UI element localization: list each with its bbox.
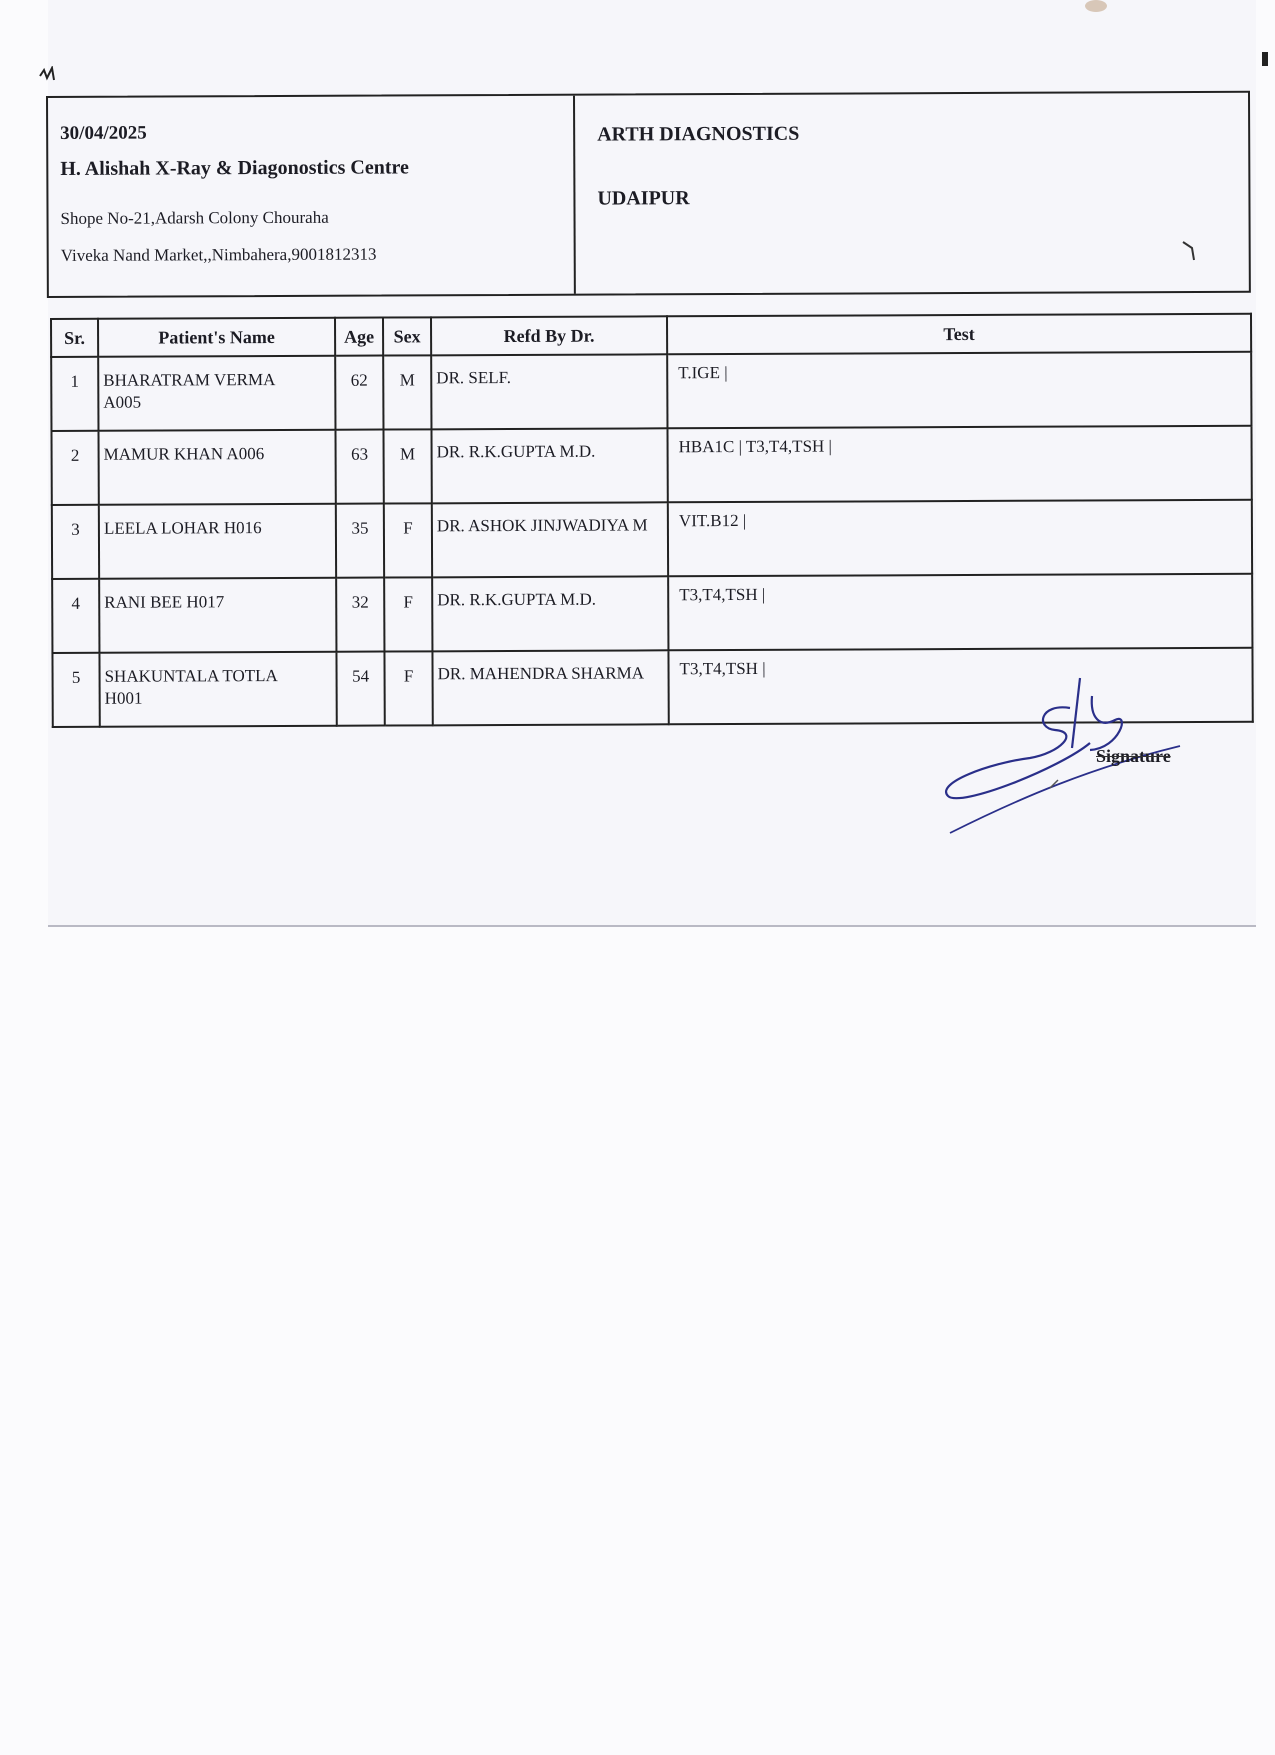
cell-refd-by: DR. MAHENDRA SHARMA bbox=[432, 650, 668, 725]
cell-test: T3,T4,TSH | bbox=[668, 648, 1252, 725]
cell-sex: M bbox=[383, 355, 431, 429]
cell-refd-by: DR. R.K.GUPTA M.D. bbox=[431, 428, 667, 503]
patient-name: RANI BEE H017 bbox=[104, 592, 225, 612]
cell-refd-by: DR. R.K.GUPTA M.D. bbox=[432, 576, 668, 651]
scan-speck bbox=[38, 66, 56, 86]
cell-test: VIT.B12 | bbox=[668, 500, 1252, 577]
patient-code: A005 bbox=[103, 392, 142, 412]
cell-test: T3,T4,TSH | bbox=[668, 574, 1252, 651]
report-date: 30/04/2025 bbox=[60, 122, 147, 144]
header-patient-name: Patient's Name bbox=[98, 318, 335, 357]
cell-sr: 2 bbox=[51, 431, 98, 505]
cell-age: 63 bbox=[335, 430, 383, 504]
cell-sex: F bbox=[384, 651, 432, 725]
cell-patient-name bbox=[99, 578, 336, 653]
scan-speck bbox=[1085, 0, 1107, 12]
centre-address-line1: Shope No-21,Adarsh Colony Chouraha bbox=[60, 207, 329, 228]
sender-block bbox=[48, 96, 576, 296]
patient-code: H001 bbox=[104, 688, 143, 708]
cell-sex: F bbox=[384, 503, 432, 577]
header-sex: Sex bbox=[383, 317, 431, 355]
cell-sex: M bbox=[383, 429, 431, 503]
scan-speck bbox=[1262, 52, 1268, 66]
cell-patient-name bbox=[98, 356, 335, 431]
cell-age: 32 bbox=[336, 578, 384, 652]
signature-label: Signature bbox=[1096, 746, 1171, 766]
recipient-block bbox=[575, 93, 1249, 294]
cell-patient-name bbox=[99, 504, 336, 579]
patient-table bbox=[50, 313, 1254, 728]
cell-sex: F bbox=[384, 577, 432, 651]
cell-sr: 4 bbox=[52, 579, 99, 653]
patient-name: BHARATRAM VERMA bbox=[103, 370, 276, 390]
cell-refd-by: DR. ASHOK JINJWADIYA M bbox=[432, 502, 668, 577]
cell-sr: 5 bbox=[52, 653, 99, 727]
cell-refd-by: DR. SELF. bbox=[431, 354, 667, 429]
cell-sr: 1 bbox=[51, 357, 98, 431]
cell-age: 54 bbox=[336, 652, 384, 726]
header-refd-by: Refd By Dr. bbox=[431, 316, 667, 355]
lab-city: UDAIPUR bbox=[597, 187, 690, 210]
patient-name: MAMUR KHAN A006 bbox=[103, 444, 265, 464]
cell-sr: 3 bbox=[52, 505, 99, 579]
cell-patient-name bbox=[98, 430, 335, 505]
header-test: Test bbox=[667, 314, 1251, 355]
header-sr: Sr. bbox=[51, 319, 98, 357]
table-row bbox=[52, 574, 1252, 653]
lab-name: ARTH DIAGNOSTICS bbox=[597, 122, 800, 146]
patient-name: LEELA LOHAR H016 bbox=[103, 518, 262, 538]
patient-name: SHAKUNTALA TOTLA bbox=[104, 666, 278, 686]
cell-age: 62 bbox=[335, 356, 383, 430]
cell-test: T.IGE | bbox=[667, 352, 1251, 429]
centre-address-line2: Viveka Nand Market,,Nimbahera,9001812313 bbox=[60, 244, 377, 265]
cell-patient-name bbox=[99, 652, 336, 727]
centre-name: H. Alishah X-Ray & Diagonostics Centre bbox=[60, 156, 409, 180]
table-row bbox=[51, 426, 1251, 505]
table-row bbox=[51, 352, 1251, 431]
table-header-row bbox=[51, 314, 1251, 357]
header-age: Age bbox=[335, 318, 383, 356]
table-row bbox=[52, 500, 1252, 579]
cell-test: HBA1C | T3,T4,TSH | bbox=[667, 426, 1251, 503]
report-header bbox=[46, 91, 1251, 298]
cell-age: 35 bbox=[336, 504, 384, 578]
